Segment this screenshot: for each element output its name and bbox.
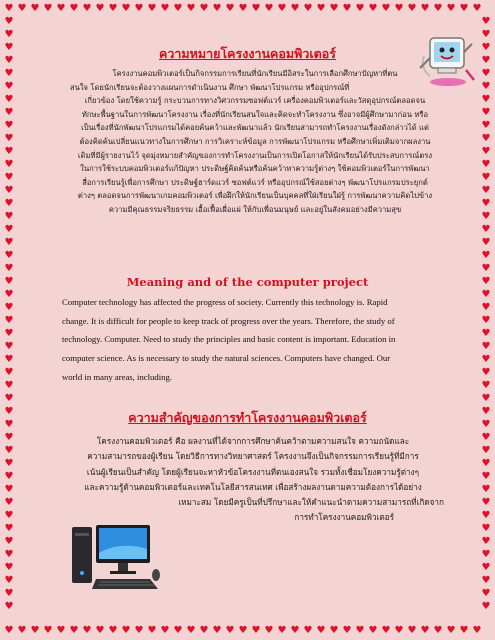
heart-icon: ♥ [4, 224, 14, 235]
heart-icon: ♥ [30, 3, 40, 14]
heart-icon: ♥ [108, 3, 118, 14]
section3-title: ความสำคัญของการทำโครงงานคอมพิวเตอร์ [128, 410, 367, 425]
heart-icon: ♥ [481, 523, 491, 534]
heart-icon: ♥ [481, 484, 491, 495]
heart-icon: ♥ [481, 133, 491, 144]
heart-icon: ♥ [4, 328, 14, 339]
heart-icon: ♥ [4, 146, 14, 157]
heart-icon: ♥ [160, 625, 170, 636]
heart-icon: ♥ [381, 625, 391, 636]
heart-icon: ♥ [238, 3, 248, 14]
paragraph-line: ต่างๆ ตลอดจนการพัฒนาเกมคอมพิวเตอร์ เพื่อฝึกให้นักเรียนเป็นบุคคลที่ใฝ่เรียนใฝ่รู้ การพัฒนาความคิดไปข้าง [77, 191, 433, 201]
heart-icon: ♥ [481, 224, 491, 235]
heart-icon: ♥ [121, 3, 131, 14]
heart-icon: ♥ [4, 107, 14, 118]
heart-icon: ♥ [4, 29, 14, 40]
heart-icon: ♥ [481, 120, 491, 131]
heart-icon: ♥ [481, 562, 491, 573]
section3-paragraph [62, 434, 444, 526]
paragraph-line: เดิมที่มีผู้รายงานไว้ จุดมุ่งหมายสำคัญของการทำโครงงานเป็นการเปิดโอกาสให้นักเรียนได้รับประสบการณ์ตรง [77, 150, 433, 160]
heart-icon: ♥ [446, 625, 456, 636]
heart-icon: ♥ [4, 354, 14, 365]
paragraph-line: ทักษะพื้นฐานในการพัฒนาโครงงาน เรื่องที่นักเรียนสนใจและคิดจะทำโครงงาน ซึ่งอาจมีผู้ศึกษามาก่อน หรือ [81, 109, 429, 119]
heart-icon: ♥ [134, 625, 144, 636]
heart-icon: ♥ [394, 3, 404, 14]
heart-icon: ♥ [4, 94, 14, 105]
heart-icon: ♥ [329, 3, 339, 14]
heart-icon: ♥ [4, 3, 14, 14]
document-page [20, 22, 475, 618]
heart-icon: ♥ [4, 55, 14, 66]
heart-icon: ♥ [160, 3, 170, 14]
heart-icon: ♥ [4, 523, 14, 534]
heart-icon: ♥ [481, 536, 491, 547]
heart-icon: ♥ [225, 3, 235, 14]
heart-icon: ♥ [199, 625, 209, 636]
heart-icon: ♥ [481, 185, 491, 196]
heart-icon: ♥ [394, 625, 404, 636]
heart-icon: ♥ [43, 625, 53, 636]
heart-icon: ♥ [472, 3, 482, 14]
desktop-computer-clipart [70, 523, 162, 593]
paragraph-line: world in many areas, including. [62, 371, 173, 382]
paragraph-line: ต้องคิดค้นเปลี่ยนแนวทางในการศึกษา การวิเคราะห์ข้อมูล การพัฒนาโปรแกรม หรือศึกษาเพิ่มเติมจากผลงาน [79, 136, 431, 146]
heart-icon: ♥ [481, 354, 491, 365]
heart-icon: ♥ [212, 625, 222, 636]
heart-icon: ♥ [186, 3, 196, 14]
heart-icon: ♥ [4, 562, 14, 573]
heart-icon: ♥ [264, 3, 274, 14]
paragraph-line: Computer technology has affected the progress of society. Currently this technology is. Rapid [62, 297, 388, 307]
paragraph-line: เกี่ยวข้อง โดยใช้ความรู้ กระบวนการทางวิศวกรรมซอฟต์แวร์ เครื่องคอมพิวเตอร์และวัสดุอุปกรณ์ตลอดจน [84, 96, 426, 106]
heart-icon: ♥ [251, 625, 261, 636]
heart-icon: ♥ [4, 211, 14, 222]
heart-icon: ♥ [4, 120, 14, 131]
heart-icon: ♥ [368, 3, 378, 14]
heart-icon: ♥ [459, 625, 469, 636]
heart-icon: ♥ [355, 625, 365, 636]
heart-icon: ♥ [342, 3, 352, 14]
heart-icon: ♥ [481, 250, 491, 261]
heart-icon: ♥ [4, 42, 14, 53]
heart-icon: ♥ [277, 625, 287, 636]
heart-icon: ♥ [329, 625, 339, 636]
heart-icon: ♥ [481, 55, 491, 66]
heart-icon: ♥ [4, 198, 14, 209]
heart-icon: ♥ [481, 237, 491, 248]
heart-icon: ♥ [481, 289, 491, 300]
heart-icon: ♥ [433, 625, 443, 636]
heart-icon: ♥ [481, 42, 491, 53]
heart-icon: ♥ [481, 211, 491, 222]
heart-icon: ♥ [4, 81, 14, 92]
heart-icon: ♥ [481, 601, 491, 612]
heart-icon: ♥ [342, 625, 352, 636]
heart-icon: ♥ [481, 94, 491, 105]
heart-icon: ♥ [472, 625, 482, 636]
heart-icon: ♥ [251, 3, 261, 14]
heart-icon: ♥ [4, 250, 14, 261]
heart-icon: ♥ [481, 198, 491, 209]
heart-icon: ♥ [277, 3, 287, 14]
heart-icon: ♥ [4, 237, 14, 248]
heart-icon: ♥ [56, 3, 66, 14]
paragraph-line: technology. Computer. Need to study the principles and basic content is important. Education in [62, 334, 396, 345]
heart-icon: ♥ [225, 625, 235, 636]
heart-icon: ♥ [4, 510, 14, 521]
paragraph-line: และความรู้ด้านคอมพิวเตอร์และเทคโนโลยีสารสนเทศ เพื่อสร้างผลงานตามความต้องการได้อย่าง [84, 481, 422, 492]
heart-icon: ♥ [481, 471, 491, 482]
heart-icon: ♥ [30, 625, 40, 636]
heart-icon: ♥ [481, 549, 491, 560]
heart-icon: ♥ [355, 3, 365, 14]
heart-icon: ♥ [4, 497, 14, 508]
heart-icon: ♥ [481, 419, 491, 430]
paragraph-line: โครงงานคอมพิวเตอร์ คือ ผลงานที่ได้จากการศึกษาค้นคว้าตามความสนใจ ความถนัดและ [96, 436, 410, 446]
heart-icon: ♥ [407, 625, 417, 636]
paragraph-line: เหมาะสม โดยมีครูเป็นที่ปรึกษาและให้คำแนะนำตามความสามารถที่เกิดจาก [178, 497, 444, 508]
heart-icon: ♥ [173, 625, 183, 636]
heart-icon: ♥ [481, 380, 491, 391]
heart-icon: ♥ [95, 625, 105, 636]
heart-icon: ♥ [4, 575, 14, 586]
heart-icon: ♥ [4, 289, 14, 300]
heart-icon: ♥ [407, 3, 417, 14]
heart-icon: ♥ [303, 625, 313, 636]
heart-icon: ♥ [4, 172, 14, 183]
heart-icon: ♥ [481, 29, 491, 40]
paragraph-line: ความสามารถของผู้เรียน โดยวิธีการทางวิทยาศาสตร์ โครงงานจึงเป็นกิจกรรมการเรียนรู้ที่มีการ [87, 451, 419, 462]
heart-icon: ♥ [481, 263, 491, 274]
heart-icon: ♥ [420, 625, 430, 636]
heart-icon: ♥ [481, 406, 491, 417]
heart-icon: ♥ [121, 625, 131, 636]
heart-icon: ♥ [4, 588, 14, 599]
heart-icon: ♥ [69, 3, 79, 14]
heart-icon: ♥ [4, 133, 14, 144]
paragraph-line: เป็นเรื่องที่นักพัฒนาโปรแกรมได้คอยค้นคว้าและพัฒนาแล้ว นักเรียนสามารถทำโครงงานเรื่องดังกล่าวได้ แต่ [81, 123, 429, 133]
paragraph-line: computer science. As is necessary to study the natural sciences. Computers have changed. Our [62, 353, 391, 364]
heart-icon: ♥ [459, 3, 469, 14]
heart-icon: ♥ [481, 445, 491, 456]
heart-icon: ♥ [147, 625, 157, 636]
heart-icon: ♥ [4, 471, 14, 482]
heart-icon: ♥ [433, 3, 443, 14]
heart-icon: ♥ [481, 107, 491, 118]
heart-icon: ♥ [4, 432, 14, 443]
heart-icon: ♥ [290, 625, 300, 636]
heart-icon: ♥ [481, 159, 491, 170]
heart-icon: ♥ [4, 263, 14, 274]
heart-icon: ♥ [186, 625, 196, 636]
heart-icon: ♥ [4, 159, 14, 170]
heart-icon: ♥ [481, 510, 491, 521]
heart-icon: ♥ [238, 625, 248, 636]
heart-icon: ♥ [481, 146, 491, 157]
heart-icon: ♥ [481, 81, 491, 92]
heart-icon: ♥ [381, 3, 391, 14]
heart-icon: ♥ [481, 172, 491, 183]
paragraph-line: ความมีคุณธรรมจริยธรรม เอื้อเฟื้อเผื่อแผ่ ให้กับเพื่อนมนุษย์ และอยู่ในสังคมอย่างมีความสุข [108, 204, 402, 214]
heart-icon: ♥ [4, 185, 14, 196]
heart-icon: ♥ [481, 458, 491, 469]
heart-icon: ♥ [4, 549, 14, 560]
heart-icon: ♥ [173, 3, 183, 14]
heart-icon: ♥ [212, 3, 222, 14]
heart-icon: ♥ [420, 3, 430, 14]
heart-icon: ♥ [4, 276, 14, 287]
heart-icon: ♥ [481, 276, 491, 287]
heart-icon: ♥ [4, 601, 14, 612]
heart-icon: ♥ [481, 315, 491, 326]
paragraph-line: ในการใช้ระบบคอมพิวเตอร์แก้ปัญหา ประดิษฐ์คิดค้นหรือค้นคว้าหาความรู้ต่างๆ ใช้คอมพิวเตอร์ในการพัฒนา [80, 164, 430, 174]
heart-icon: ♥ [95, 3, 105, 14]
heart-icon: ♥ [481, 68, 491, 79]
heart-icon: ♥ [199, 3, 209, 14]
heart-icon: ♥ [4, 341, 14, 352]
paragraph-line: สนใจ โดยนักเรียนจะต้องวางแผนการดำเนินงาน ศึกษา พัฒนาโปรแกรม หรืออุปกรณ์ที่ [70, 82, 350, 92]
paragraph-line: การทำโครงงานคอมพิวเตอร์ [294, 512, 394, 523]
heart-icon: ♥ [446, 3, 456, 14]
heart-icon: ♥ [481, 588, 491, 599]
heart-icon: ♥ [82, 3, 92, 14]
heart-icon: ♥ [481, 432, 491, 443]
heart-icon: ♥ [481, 328, 491, 339]
heart-icon: ♥ [481, 367, 491, 378]
heart-icon: ♥ [368, 625, 378, 636]
heart-icon: ♥ [4, 367, 14, 378]
heart-icon: ♥ [481, 575, 491, 586]
heart-icon: ♥ [290, 3, 300, 14]
section1-title: ความหมายโครงงานคอมพิวเตอร์ [158, 46, 336, 61]
heart-icon: ♥ [43, 3, 53, 14]
heart-icon: ♥ [4, 302, 14, 313]
heart-icon: ♥ [316, 625, 326, 636]
section2-title: Meaning and of the computer project [126, 275, 369, 289]
heart-icon: ♥ [134, 3, 144, 14]
heart-icon: ♥ [316, 3, 326, 14]
heart-icon: ♥ [4, 315, 14, 326]
heart-icon: ♥ [4, 445, 14, 456]
heart-icon: ♥ [4, 393, 14, 404]
heart-icon: ♥ [82, 625, 92, 636]
heart-icon: ♥ [17, 3, 27, 14]
heart-icon: ♥ [481, 393, 491, 404]
heart-icon: ♥ [4, 458, 14, 469]
heart-icon: ♥ [303, 3, 313, 14]
heart-icon: ♥ [481, 302, 491, 313]
heart-icon: ♥ [147, 3, 157, 14]
heart-icon: ♥ [4, 484, 14, 495]
heart-icon: ♥ [4, 406, 14, 417]
heart-icon: ♥ [4, 625, 14, 636]
paragraph-line: โครงงานคอมพิวเตอร์เป็นกิจกรรมการเรียนที่นักเรียนมีอิสระในการเลือกศึกษาปัญหาที่ตน [112, 69, 398, 78]
heart-icon: ♥ [17, 625, 27, 636]
heart-icon: ♥ [108, 625, 118, 636]
paragraph-line: change. It is difficult for people to keep track of progress over the years. Therefore, the study of [62, 315, 395, 326]
heart-icon: ♥ [56, 625, 66, 636]
heart-icon: ♥ [4, 68, 14, 79]
heart-icon: ♥ [4, 380, 14, 391]
heart-icon: ♥ [69, 625, 79, 636]
heart-icon: ♥ [481, 497, 491, 508]
heart-icon: ♥ [481, 341, 491, 352]
paragraph-line: เน้นผู้เรียนเป็นสำคัญ โดยผู้เรียนจะหาหัวข้อโครงงานที่ตนเองสนใจ รวมทั้งเชื่อมโยงความรู้ต่างๆ [86, 466, 420, 477]
heart-icon: ♥ [264, 625, 274, 636]
heart-icon: ♥ [481, 16, 491, 27]
heart-icon: ♥ [4, 419, 14, 430]
section1-paragraph [50, 67, 460, 217]
section2-paragraph [62, 293, 434, 387]
heart-icon: ♥ [4, 16, 14, 27]
heart-icon: ♥ [4, 536, 14, 547]
paragraph-line: สื่อการเรียนรู้เพื่อการศึกษา ประดิษฐ์ฮาร์ดแวร์ ซอฟต์แวร์ หรืออุปกรณ์ใช้สอยต่างๆ พัฒนาโปรแกรมประยุกต์ [82, 177, 428, 187]
